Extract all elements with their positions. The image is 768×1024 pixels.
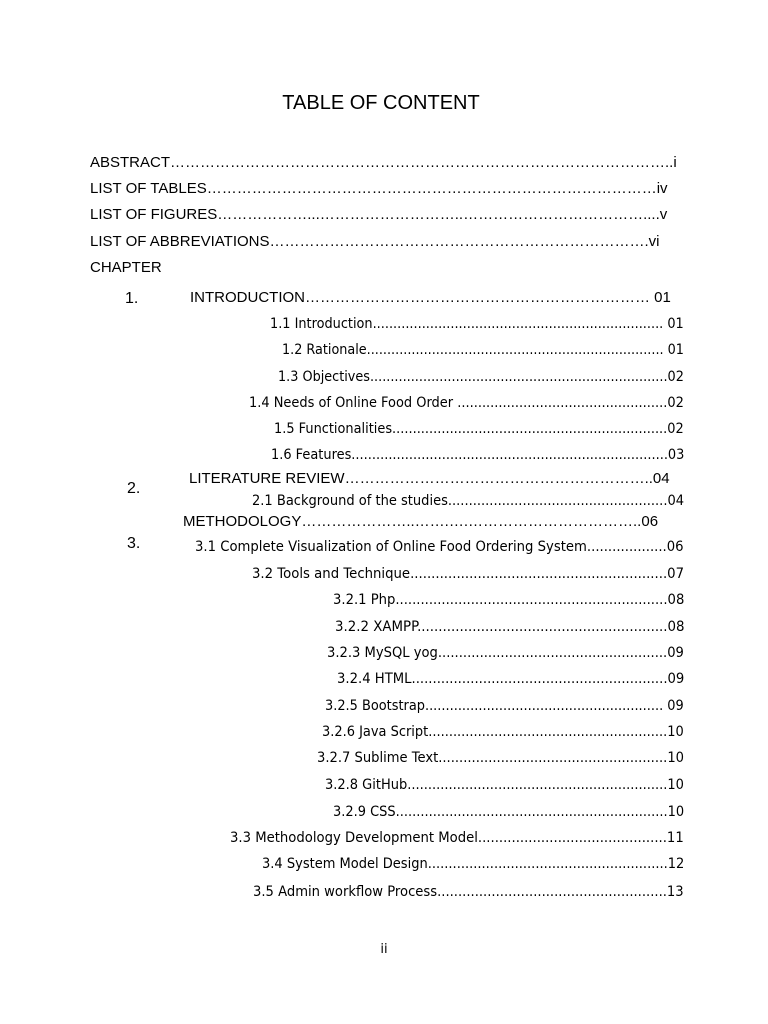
- toc-section: 1.6 Features.............................................................................03: [271, 447, 685, 463]
- toc-subsection: 3.2.1 Php.................................................................08: [333, 592, 685, 608]
- toc-section: 3.1 Complete Visualization of Online Food Ordering System...................06: [195, 539, 684, 555]
- toc-section: 3.3 Methodology Development Model.............................................11: [230, 830, 684, 846]
- toc-subsection: 3.2.6 Java Script..........................................................10: [322, 724, 684, 740]
- chapter-heading: METHODOLOGY…………………..…….….……………………………..06: [183, 513, 659, 530]
- toc-section: 3.4 System Model Design..........................................................12: [262, 856, 685, 872]
- toc-entry-list-of-figures: LIST OF FIGURES………………...………………………..………………………………....v: [90, 206, 668, 223]
- toc-section: 1.1 Introduction....................................................................... 01: [270, 316, 684, 332]
- toc-subsection: 3.2.8 GitHub...............................................................10: [325, 777, 684, 793]
- toc-section: 3.5 Admin workflow Process.......................................................13: [253, 884, 684, 900]
- toc-section: 2.1 Background of the studies.....................................................04: [252, 493, 685, 509]
- chapter-heading: INTRODUCTION…………………………………………………………… 01: [190, 289, 671, 306]
- toc-entry-abstract: ABSTRACT………………………………………………………………………………………..i: [90, 154, 677, 171]
- toc-section: 3.2 Tools and Technique.............................................................07: [252, 566, 685, 582]
- toc-entry-list-of-tables: LIST OF TABLES………………………………………………………………………………iv: [90, 180, 668, 197]
- toc-subsection: 3.2.9 CSS..................................................................10: [333, 804, 685, 820]
- toc-section: 1.3 Objectives.........................................................................02: [278, 369, 684, 385]
- toc-subsection: 3.2.3 MySQL yog.......................................................09: [327, 645, 684, 661]
- toc-section: 1.5 Functionalities...................................................................02: [274, 421, 684, 437]
- toc-chapter-label: CHAPTER: [90, 259, 162, 276]
- page-number: ii: [380, 942, 388, 957]
- toc-subsection: 3.2.5 Bootstrap.......................................................... 09: [325, 698, 684, 714]
- chapter-number: 2.: [127, 480, 141, 497]
- toc-subsection: 3.2.4 HTML.............................................................09: [337, 671, 685, 687]
- toc-section: 1.4 Needs of Online Food Order ...................................................02: [249, 395, 684, 411]
- toc-title: TABLE OF CONTENT: [282, 92, 480, 114]
- toc-subsection: 3.2.7 Sublime Text.......................................................10: [317, 750, 684, 766]
- chapter-heading: LITERATURE REVIEW……………………………………………………..04: [189, 470, 670, 487]
- toc-section: 1.2 Rationale......................................................................... 01: [282, 342, 684, 358]
- chapter-number: 3.: [127, 535, 141, 552]
- toc-entry-list-of-abbreviations: LIST OF ABBREVIATIONS………………………………………………………………….vi: [90, 233, 660, 250]
- chapter-number: 1.: [125, 290, 139, 307]
- toc-subsection: 3.2.2 XAMPP...........................................................08: [335, 619, 685, 635]
